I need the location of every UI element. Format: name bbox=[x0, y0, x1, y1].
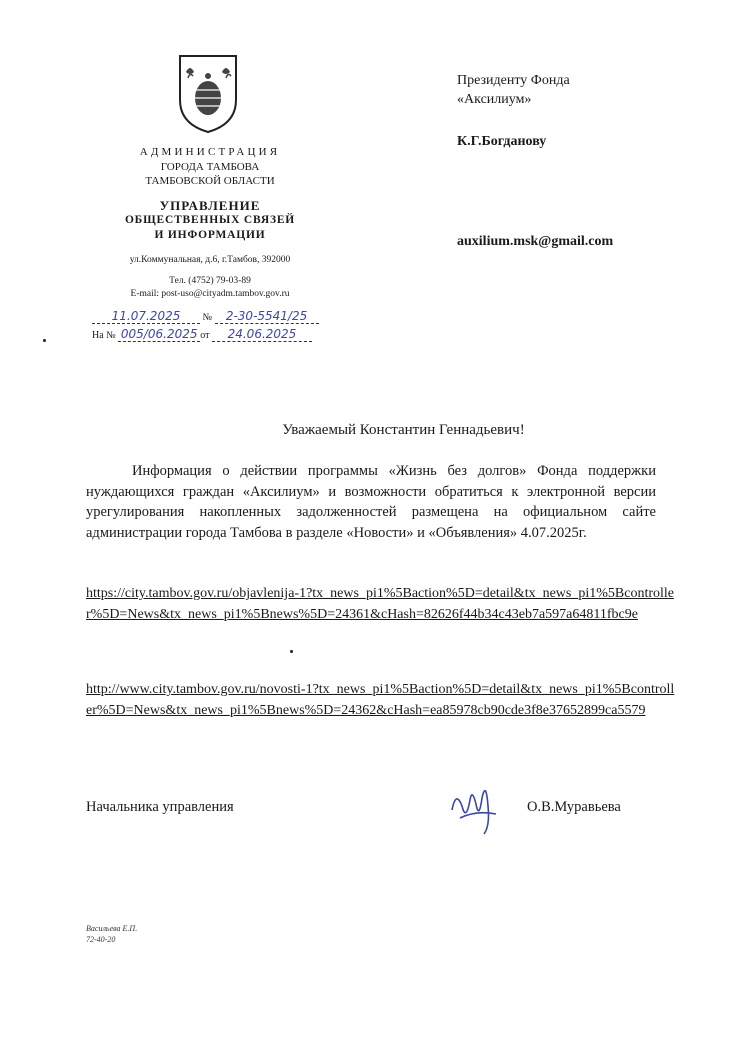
outgoing-number-label: № bbox=[202, 312, 213, 323]
outgoing-date: 11.07.2025 bbox=[92, 309, 200, 324]
greeting: Уважаемый Константин Геннадьевич! bbox=[282, 422, 525, 438]
handwritten-signature-icon bbox=[446, 770, 502, 838]
incoming-date-label: от bbox=[200, 330, 210, 341]
incoming-number: 005/06.2025 bbox=[118, 327, 200, 342]
outgoing-number: 2-30-5541/25 bbox=[215, 309, 319, 324]
news-link-1[interactable]: https://city.tambov.gov.ru/objavlenija-1?tx_news_pi1%5Baction%5D=detail&tx_news_pi1%5Bcontroller%5D=News&tx_news_pi1%5Bnews%5D=24361&cHash=82626f44b34c43eb7a597a64811fbc9e bbox=[86, 586, 675, 622]
org-region: ТАМБОВСКОЙ ОБЛАСТИ bbox=[145, 175, 275, 187]
org-email: E-mail: post-uso@cityadm.tambov.gov.ru bbox=[130, 289, 290, 299]
recipient-title: Президенту Фонда bbox=[457, 73, 570, 88]
signer-name: О.В.Муравьева bbox=[527, 799, 621, 815]
news-link-2[interactable]: http://www.city.tambov.gov.ru/novosti-1?tx_news_pi1%5Baction%5D=detail&tx_news_pi1%5Bcontroller%5D=News&tx_news_pi1%5Bnews%5D=24362&cHash=ea85978cb90cde3f8e37652899ca5579 bbox=[86, 682, 675, 718]
executor-name: Васильева Е.П. bbox=[86, 924, 138, 933]
dept-title-line2: ОБЩЕСТВЕННЫХ СВЯЗЕЙ bbox=[124, 214, 296, 226]
coat-of-arms-icon bbox=[176, 50, 240, 134]
dept-title-line1: УПРАВЛЕНИЕ bbox=[159, 198, 261, 213]
org-name: АДМИНИСТРАЦИЯ bbox=[139, 146, 281, 158]
incoming-number-label: На № bbox=[92, 330, 116, 341]
org-phone: Тел. (4752) 79-03-89 bbox=[169, 276, 251, 286]
incoming-date: 24.06.2025 bbox=[212, 327, 312, 342]
executor-phone: 72-40-20 bbox=[86, 935, 116, 944]
org-address: ул.Коммунальная, д.6, г.Тамбов, 392000 bbox=[129, 255, 291, 265]
scan-speck bbox=[290, 650, 293, 653]
scan-speck bbox=[43, 339, 46, 342]
letter-body: Информация о действии программы «Жизнь без долгов» Фонда поддержки нуждающихся граждан «Аксилиум» и возможности обратиться к электронной версии урегулирования накопленных задолженностей размещена на официальном сайте администрации города Тамбова в разделе «Новости» и «Объявления» 4.07.2025г. bbox=[86, 463, 656, 541]
incoming-registration bbox=[92, 327, 332, 342]
outgoing-registration bbox=[92, 309, 332, 324]
dept-title-line3: И ИНФОРМАЦИИ bbox=[154, 229, 266, 241]
signer-role: Начальника управления bbox=[86, 799, 234, 815]
org-city: ГОРОДА ТАМБОВА bbox=[160, 161, 260, 173]
recipient-org: «Аксилиум» bbox=[457, 92, 532, 107]
recipient-email: auxilium.msk@gmail.com bbox=[457, 234, 614, 249]
recipient-name: К.Г.Богданову bbox=[457, 134, 547, 149]
